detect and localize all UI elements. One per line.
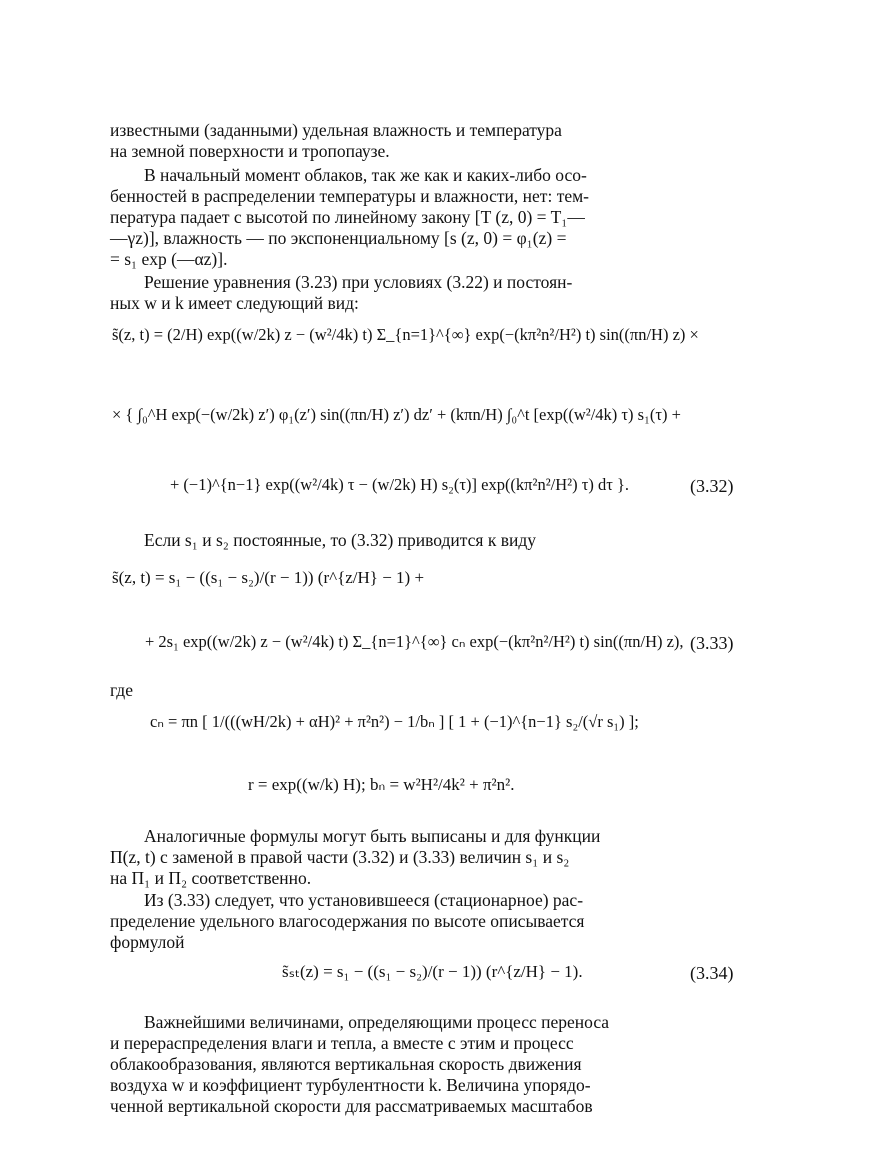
text-line: ных w и k имеет следующий вид: xyxy=(110,293,359,313)
text-line: В начальный момент облаков, так же как и каких-либо осо- xyxy=(144,165,587,185)
equation-3-33-line-1: s̃(z, t) = s₁ − ((s₁ − s₂)/(r − 1)) (r^{z/H} − 1) + xyxy=(112,568,425,587)
equation-3-34: s̃ₛₜ(z) = s₁ − ((s₁ − s₂)/(r − 1)) (r^{z/H} − 1). xyxy=(282,962,583,981)
paragraph-6 xyxy=(110,890,745,953)
text-line: воздуха w и коэффициент турбулентности k. Величина упорядо- xyxy=(110,1075,591,1095)
definition-r-bn: r = exp((w/k) H); bₙ = w²H²/4k² + π²n². xyxy=(248,775,515,794)
paragraph-4 xyxy=(110,530,745,551)
equation-3-32-line-2: × { ∫₀^H exp(−(w/2k) z′) φ₁(z′) sin((πn/H) z′) dz′ + (kπn/H) ∫₀^t [exp((w²/4k) τ) s₁(τ) + xyxy=(112,405,681,424)
equation-number-3-33: (3.33) xyxy=(690,633,734,653)
text-line: на Π₁ и Π₂ соответственно. xyxy=(110,868,312,888)
text-line: известными (заданными) удельная влажность и температура xyxy=(110,120,562,140)
equation-3-33-line-2: + 2s₁ exp((w/2k) z − (w²/4k) t) Σ_{n=1}^{∞} cₙ exp(−(kπ²n²/H²) t) sin((πn/H) z), xyxy=(145,632,684,651)
paragraph-3 xyxy=(110,272,745,314)
text-line: Если s₁ и s₂ постоянные, то (3.32) приводится к виду xyxy=(144,530,536,550)
text-line: Аналогичные формулы могут быть выписаны и для функции xyxy=(144,826,601,846)
where-label: где xyxy=(110,680,133,700)
equation-3-32-line-3: + (−1)^{n−1} exp((w²/4k) τ − (w/2k) H) s₂(τ)] exp((kπ²n²/H²) τ) dτ }. xyxy=(170,475,630,494)
text-line: облакообразования, являются вертикальная скорость движения xyxy=(110,1054,582,1074)
paragraph-7 xyxy=(110,1012,745,1117)
text-line: ченной вертикальной скорости для рассматриваемых масштабов xyxy=(110,1096,593,1116)
text-line: Π(z, t) с заменой в правой части (3.32) и (3.33) величин s₁ и s₂ xyxy=(110,847,570,867)
equation-number-3-34: (3.34) xyxy=(690,963,734,983)
text-line: Важнейшими величинами, определяющими процесс переноса xyxy=(144,1012,610,1032)
text-line: и перераспределения влаги и тепла, а вместе с этим и процесс xyxy=(110,1033,574,1053)
paragraph-1 xyxy=(110,120,745,162)
text-line: на земной поверхности и тропопаузе. xyxy=(110,141,390,161)
text-line: Решение уравнения (3.23) при условиях (3.22) и постоян- xyxy=(144,272,573,292)
text-line: пределение удельного влагосодержания по высоте описывается xyxy=(110,911,585,931)
text-line: формулой xyxy=(110,932,185,952)
text-line: —γz)], влажность — по экспоненциальному [s (z, 0) = φ₁(z) = xyxy=(110,228,567,248)
text-line: = s₁ exp (—αz)]. xyxy=(110,249,228,269)
text-line: пература падает с высотой по линейному закону [T (z, 0) = T₁— xyxy=(110,207,585,227)
text-line: бенностей в распределении температуры и влажности, нет: тем- xyxy=(110,186,590,206)
text-line: Из (3.33) следует, что установившееся (стационарное) рас- xyxy=(144,890,584,910)
paragraph-5 xyxy=(110,826,745,889)
equation-3-32-line-1: s̃(z, t) = (2/H) exp((w/2k) z − (w²/4k) t) Σ_{n=1}^{∞} exp(−(kπ²n²/H²) t) sin((πn/H) z) × xyxy=(112,325,699,344)
equation-number-3-32: (3.32) xyxy=(690,476,734,496)
definition-cn: cₙ = πn [ 1/(((wH/2k) + αH)² + π²n²) − 1/bₙ ] [ 1 + (−1)^{n−1} s₂/(√r s₁) ]; xyxy=(150,712,639,731)
paragraph-2 xyxy=(110,165,745,270)
